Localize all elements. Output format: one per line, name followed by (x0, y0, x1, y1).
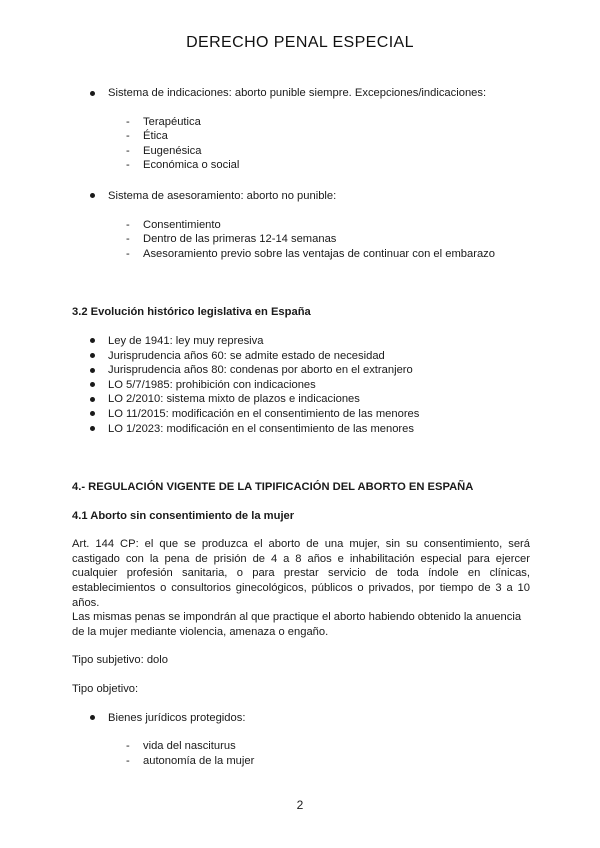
article-paragraph: Art. 144 CP: el que se produzca el aborto de una mujer, sin su consentimiento, será castigado con la pena de prisión de 4 a 8 años e inhabilitación especial para ejercer cualquier profesión sanitaria, o para prestar servicio de toda índole en clínicas, establecimientos o consultorios ginecológicos, públicos o privados, por tiempo de 3 a 10 años. (72, 538, 530, 609)
bullet-dot-icon (90, 397, 95, 402)
tipo-objetivo-text: Tipo objetivo: (72, 683, 139, 696)
section-heading-3-2: 3.2 Evolución histórico legislativa en España (72, 306, 311, 319)
bullet-item-sistema-indicaciones (72, 86, 530, 101)
dash-icon: - (126, 247, 130, 260)
dash-icon: - (126, 233, 130, 246)
dash-item: - Asesoramiento previo sobre las ventajas de continuar con el embarazo (126, 247, 495, 260)
list-item: LO 5/7/1985: prohibición con indicaciones (72, 378, 530, 393)
dash-item: - autonomía de la mujer (126, 754, 255, 767)
dash-icon: - (126, 754, 130, 767)
dash-item: - Ética (126, 130, 168, 143)
bullet-text: Sistema de asesoramiento: aborto no punible: (108, 189, 337, 202)
article-paragraph-2: Las mismas penas se impondrán al que practique el aborto habiendo obtenido la anuencia de la mujer mediante violencia, amenaza o engaño. (72, 611, 522, 638)
bullet-item-bienes-juridicos: Bienes jurídicos protegidos: (72, 711, 530, 726)
page-number: 2 (296, 798, 304, 812)
list-item: Jurisprudencia años 80: condenas por aborto en el extranjero (72, 363, 530, 378)
list-item: LO 1/2023: modificación en el consentimiento de las menores (72, 422, 530, 437)
dash-icon: - (126, 159, 130, 172)
bullet-text: Sistema de indicaciones: aborto punible siempre. Excepciones/indicaciones: (108, 87, 487, 99)
section-heading-4: 4.- REGULACIÓN VIGENTE DE LA TIPIFICACIÓN DEL ABORTO EN ESPAÑA (72, 481, 474, 494)
dash-icon: - (126, 115, 130, 128)
dash-icon: - (126, 740, 130, 753)
dash-item: - Terapéutica (126, 115, 201, 128)
section-heading-4-1: 4.1 Aborto sin consentimiento de la mujer (72, 509, 295, 522)
dash-icon: - (126, 144, 130, 157)
bullet-dot-icon (90, 338, 95, 343)
bullet-item-sistema-asesoramiento (72, 189, 530, 204)
list-item: LO 11/2015: modificación en el consentimiento de las menores (72, 407, 530, 422)
bullet-dot-icon (90, 382, 95, 387)
bullet-dot-icon (90, 426, 95, 431)
list-item: LO 2/2010: sistema mixto de plazos e indicaciones (72, 392, 530, 407)
bullet-dot-icon (90, 91, 95, 96)
dash-item: - Económica o social (126, 159, 240, 172)
page-content (72, 86, 530, 768)
dash-icon: - (126, 218, 130, 231)
bullet-dot-icon (90, 715, 95, 720)
bullet-dot-icon (90, 353, 95, 358)
list-item: Ley de 1941: ley muy represiva (72, 334, 530, 349)
dash-item: - Dentro de las primeras 12-14 semanas (126, 233, 337, 246)
dash-item: - Consentimiento (126, 218, 221, 231)
page-header-title: DERECHO PENAL ESPECIAL (186, 34, 414, 51)
list-item: Jurisprudencia años 60: se admite estado de necesidad (72, 349, 530, 364)
dash-item: - vida del nasciturus (126, 740, 236, 753)
bullet-dot-icon (90, 411, 95, 416)
bullet-dot-icon (90, 193, 95, 198)
bullet-dot-icon (90, 368, 95, 373)
tipo-subjetivo-text: Tipo subjetivo: dolo (72, 654, 168, 667)
dash-item: - Eugenésica (126, 144, 202, 157)
dash-icon: - (126, 130, 130, 143)
